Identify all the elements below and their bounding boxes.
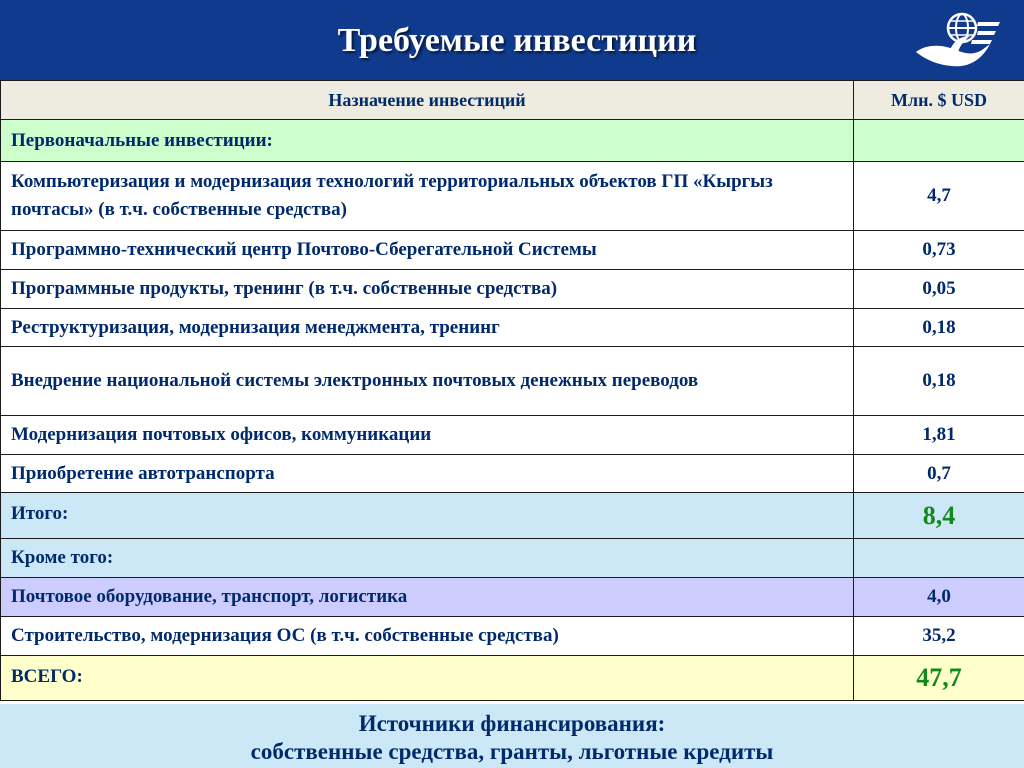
- row-label: Модернизация почтовых офисов, коммуникации: [1, 416, 854, 455]
- title-bar: [0, 0, 1024, 80]
- table-row: [1, 270, 1024, 309]
- grand-total-row: [1, 656, 1024, 701]
- funding-sources-banner: [0, 704, 1024, 768]
- funding-sources-list: собственные средства, гранты, льготные кредиты: [250, 739, 774, 764]
- row-label: Кроме того:: [1, 539, 854, 578]
- funding-sources-heading: Источники финансирования:: [358, 711, 666, 736]
- row-value: 0,05: [854, 270, 1024, 309]
- row-value: 4,7: [854, 162, 1024, 231]
- column-header-amount: Млн. $ USD: [854, 81, 1024, 120]
- row-value: 0,18: [854, 309, 1024, 347]
- table-row: [1, 455, 1024, 493]
- table-row: [1, 162, 1024, 231]
- row-label: Компьютеризация и модернизация технологий территориальных объектов ГП «Кыргыз почтасы» (в т.ч. собственные средства): [1, 162, 854, 231]
- table-row: [1, 578, 1024, 617]
- row-value: 1,81: [854, 416, 1024, 455]
- table-row: [1, 231, 1024, 270]
- grand-total-value: 47,7: [854, 656, 1024, 701]
- row-label: Реструктуризация, модернизация менеджмента, тренинг: [1, 309, 854, 347]
- row-label: Программно-технический центр Почтово-Сберегательной Системы: [1, 231, 854, 270]
- table-row: [1, 617, 1024, 656]
- table-row: [1, 120, 1024, 162]
- row-label: Строительство, модернизация ОС (в т.ч. собственные средства): [1, 617, 854, 656]
- row-label: Программные продукты, тренинг (в т.ч. собственные средства): [1, 270, 854, 309]
- row-value: 4,0: [854, 578, 1024, 617]
- subtotal-row: [1, 493, 1024, 539]
- row-value: 35,2: [854, 617, 1024, 656]
- table-row: [1, 416, 1024, 455]
- subtotal-label: Итого:: [1, 493, 854, 539]
- column-header-purpose: Назначение инвестиций: [1, 81, 854, 120]
- row-value: 0,7: [854, 455, 1024, 493]
- row-value: [854, 120, 1024, 162]
- row-label: Внедрение национальной системы электронных почтовых денежных переводов: [1, 347, 854, 416]
- investment-table: [0, 80, 1024, 701]
- postal-globe-dove-logo-icon: [912, 10, 1002, 72]
- grand-total-label: ВСЕГО:: [1, 656, 854, 701]
- row-value: [854, 539, 1024, 578]
- table-row: [1, 539, 1024, 578]
- subtotal-value: 8,4: [854, 493, 1024, 539]
- row-label: Почтовое оборудование, транспорт, логистика: [1, 578, 854, 617]
- table-row: [1, 309, 1024, 347]
- row-label: Приобретение автотранспорта: [1, 455, 854, 493]
- row-value: 0,18: [854, 347, 1024, 416]
- table-header-row: [1, 81, 1024, 120]
- table-row: [1, 347, 1024, 416]
- row-value: 0,73: [854, 231, 1024, 270]
- slide-title: Требуемые инвестиции: [337, 22, 697, 59]
- row-label: Первоначальные инвестиции:: [1, 120, 854, 162]
